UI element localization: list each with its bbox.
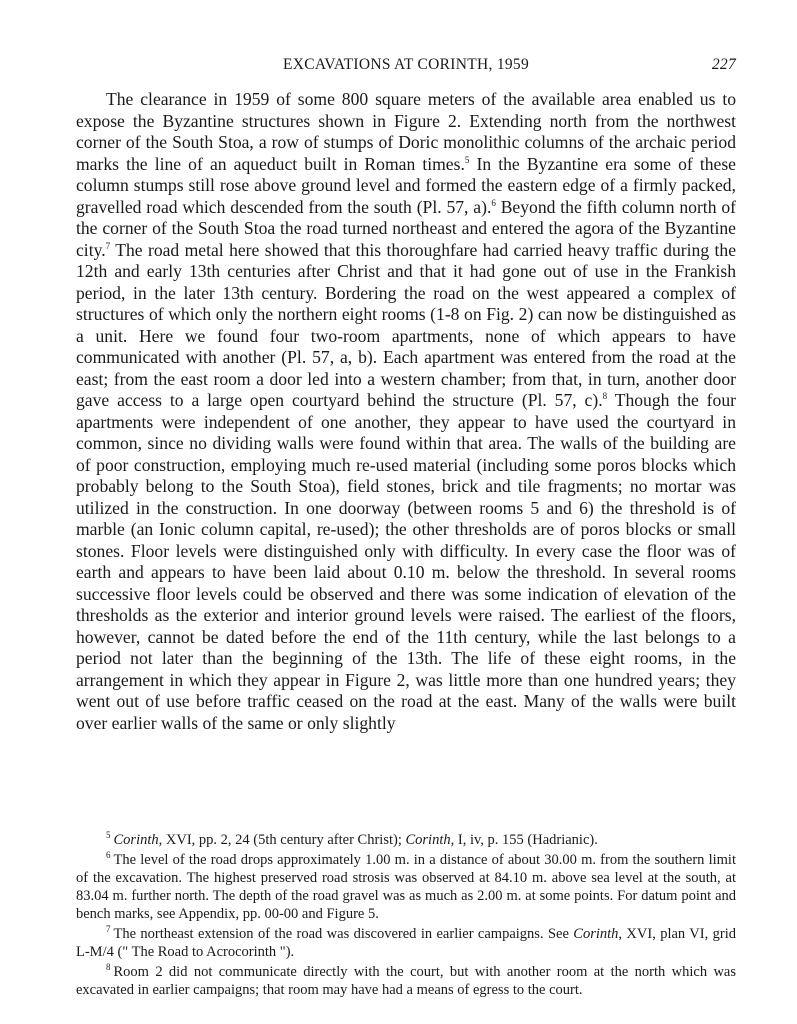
footnote-text: The level of the road drops approximately 1.00 m. in a distance of about 30.00 m. from the southern limit of the excavation. The highest preserved road strosis was observed at 84.10 m. above sea level at the south, at 83.04 m. further north. The depth of the road gravel was as much as 2.00 m. at some points. For datum point and bench marks, see Appendix, pp. 00-00 and Figure 5. <box>76 852 736 922</box>
footnote-mark: 7 <box>106 924 111 935</box>
footnote-text: , I, iv, p. 155 (Hadrianic). <box>450 832 598 848</box>
running-title: EXCAVATIONS AT CORINTH, 1959 <box>282 56 530 73</box>
body-text-segment: Beyond the fifth column north of the corner of the South Stoa the road turned northeast and entered the agora of the Byzantine city. <box>76 196 736 260</box>
body-text-segment: The road metal here showed that this thoroughfare had carried heavy traffic during the 12th and early 13th centuries after Christ and that it had gone out of use in the Frankish period, in the later 13th century. Bordering the road on the west appeared a complex of structures of which only the northern eight rooms (1-8 on Fig. 2) can now be distinguished as a unit. Here we found four two-room apartments, none of which appears to have communicated with another (Pl. 57, a, b). Each apartment was entered from the road at the east; from the east room a door led into a western chamber; from that, in turn, another door gave access to a large open courtyard behind the structure (Pl. 57, c). <box>76 239 736 410</box>
body-text-segment: In the Byzantine era some of these column stumps still rose above ground level and formed the eastern edge of a firmly packed, gravelled road which descended from the south (Pl. 57, a). <box>76 153 736 217</box>
footnote-text: The northeast extension of the road was discovered in earlier campaigns. See <box>113 926 574 942</box>
footnote-8 <box>76 963 736 999</box>
footnote-6 <box>76 851 736 923</box>
footnote-text: , XVI, plan VI, grid L-M/4 (" The Road to Acrocorinth "). <box>76 926 736 960</box>
running-header <box>76 56 736 78</box>
body-text-segment: Though the four apartments were independent of one another, they appear to have used the courtyard in common, since no dividing walls were found within that area. The walls of the building are of poor construction, employing much re-used material (including some poros blocks which probably belong to the South Stoa), field stones, brick and tile fragments; no mortar was utilized in the construction. In one doorway (between rooms 5 and 6) the threshold is of marble (an Ionic column capital, re-used); the other thresholds are of poros blocks or small stones. Floor levels were distinguished only with difficulty. In every case the floor was of earth and appears to have been laid about 0.10 m. below the threshold. In several rooms successive floor levels could be observed and there was some indication of elevation of the thresholds as the exterior and interior ground levels were raised. The earliest of the floors, however, cannot be dated before the end of the 11th century, while the last belongs to a period not later than the beginning of the 13th. The life of these eight rooms, in the arrangement in which they appear in Figure 2, was little more than one hundred years; they went out of use before traffic ceased on the road at the east. Many of the walls were built over earlier walls of the same or only slightly <box>76 390 736 733</box>
footnote-ref: 6 <box>491 197 496 208</box>
body-text-segment: The clearance in 1959 of some 800 square meters of the available area enabled us to expose the Byzantine structures shown in Figure 2. Extending north from the northwest corner of the South Stoa, a row of stumps of Doric monolithic columns of the archaic period marks the line of an aqueduct built in Roman times. <box>76 89 736 174</box>
footnote-5 <box>76 831 736 849</box>
footnote-mark: 5 <box>106 830 111 841</box>
page-number: 227 <box>711 56 736 73</box>
footnote-ref: 8 <box>602 391 608 402</box>
footnote-citation: Corinth <box>573 926 619 942</box>
footnote-text: , XVI, pp. 2, 24 (5th century after Christ); <box>158 832 406 848</box>
footnote-citation: Corinth <box>113 832 159 848</box>
footnote-text: Room 2 did not communicate directly with the court, but with another room at the north which was excavated in earlier campaigns; that room may have had a means of egress to the court. <box>76 964 736 998</box>
footnotes <box>76 831 736 1001</box>
footnote-7 <box>76 925 736 961</box>
footnote-mark: 6 <box>106 850 111 861</box>
body-paragraph <box>76 89 736 734</box>
footnote-ref: 5 <box>464 154 470 165</box>
footnote-citation: Corinth <box>405 832 451 848</box>
footnote-ref: 7 <box>105 240 111 251</box>
footnote-mark: 8 <box>106 962 111 973</box>
